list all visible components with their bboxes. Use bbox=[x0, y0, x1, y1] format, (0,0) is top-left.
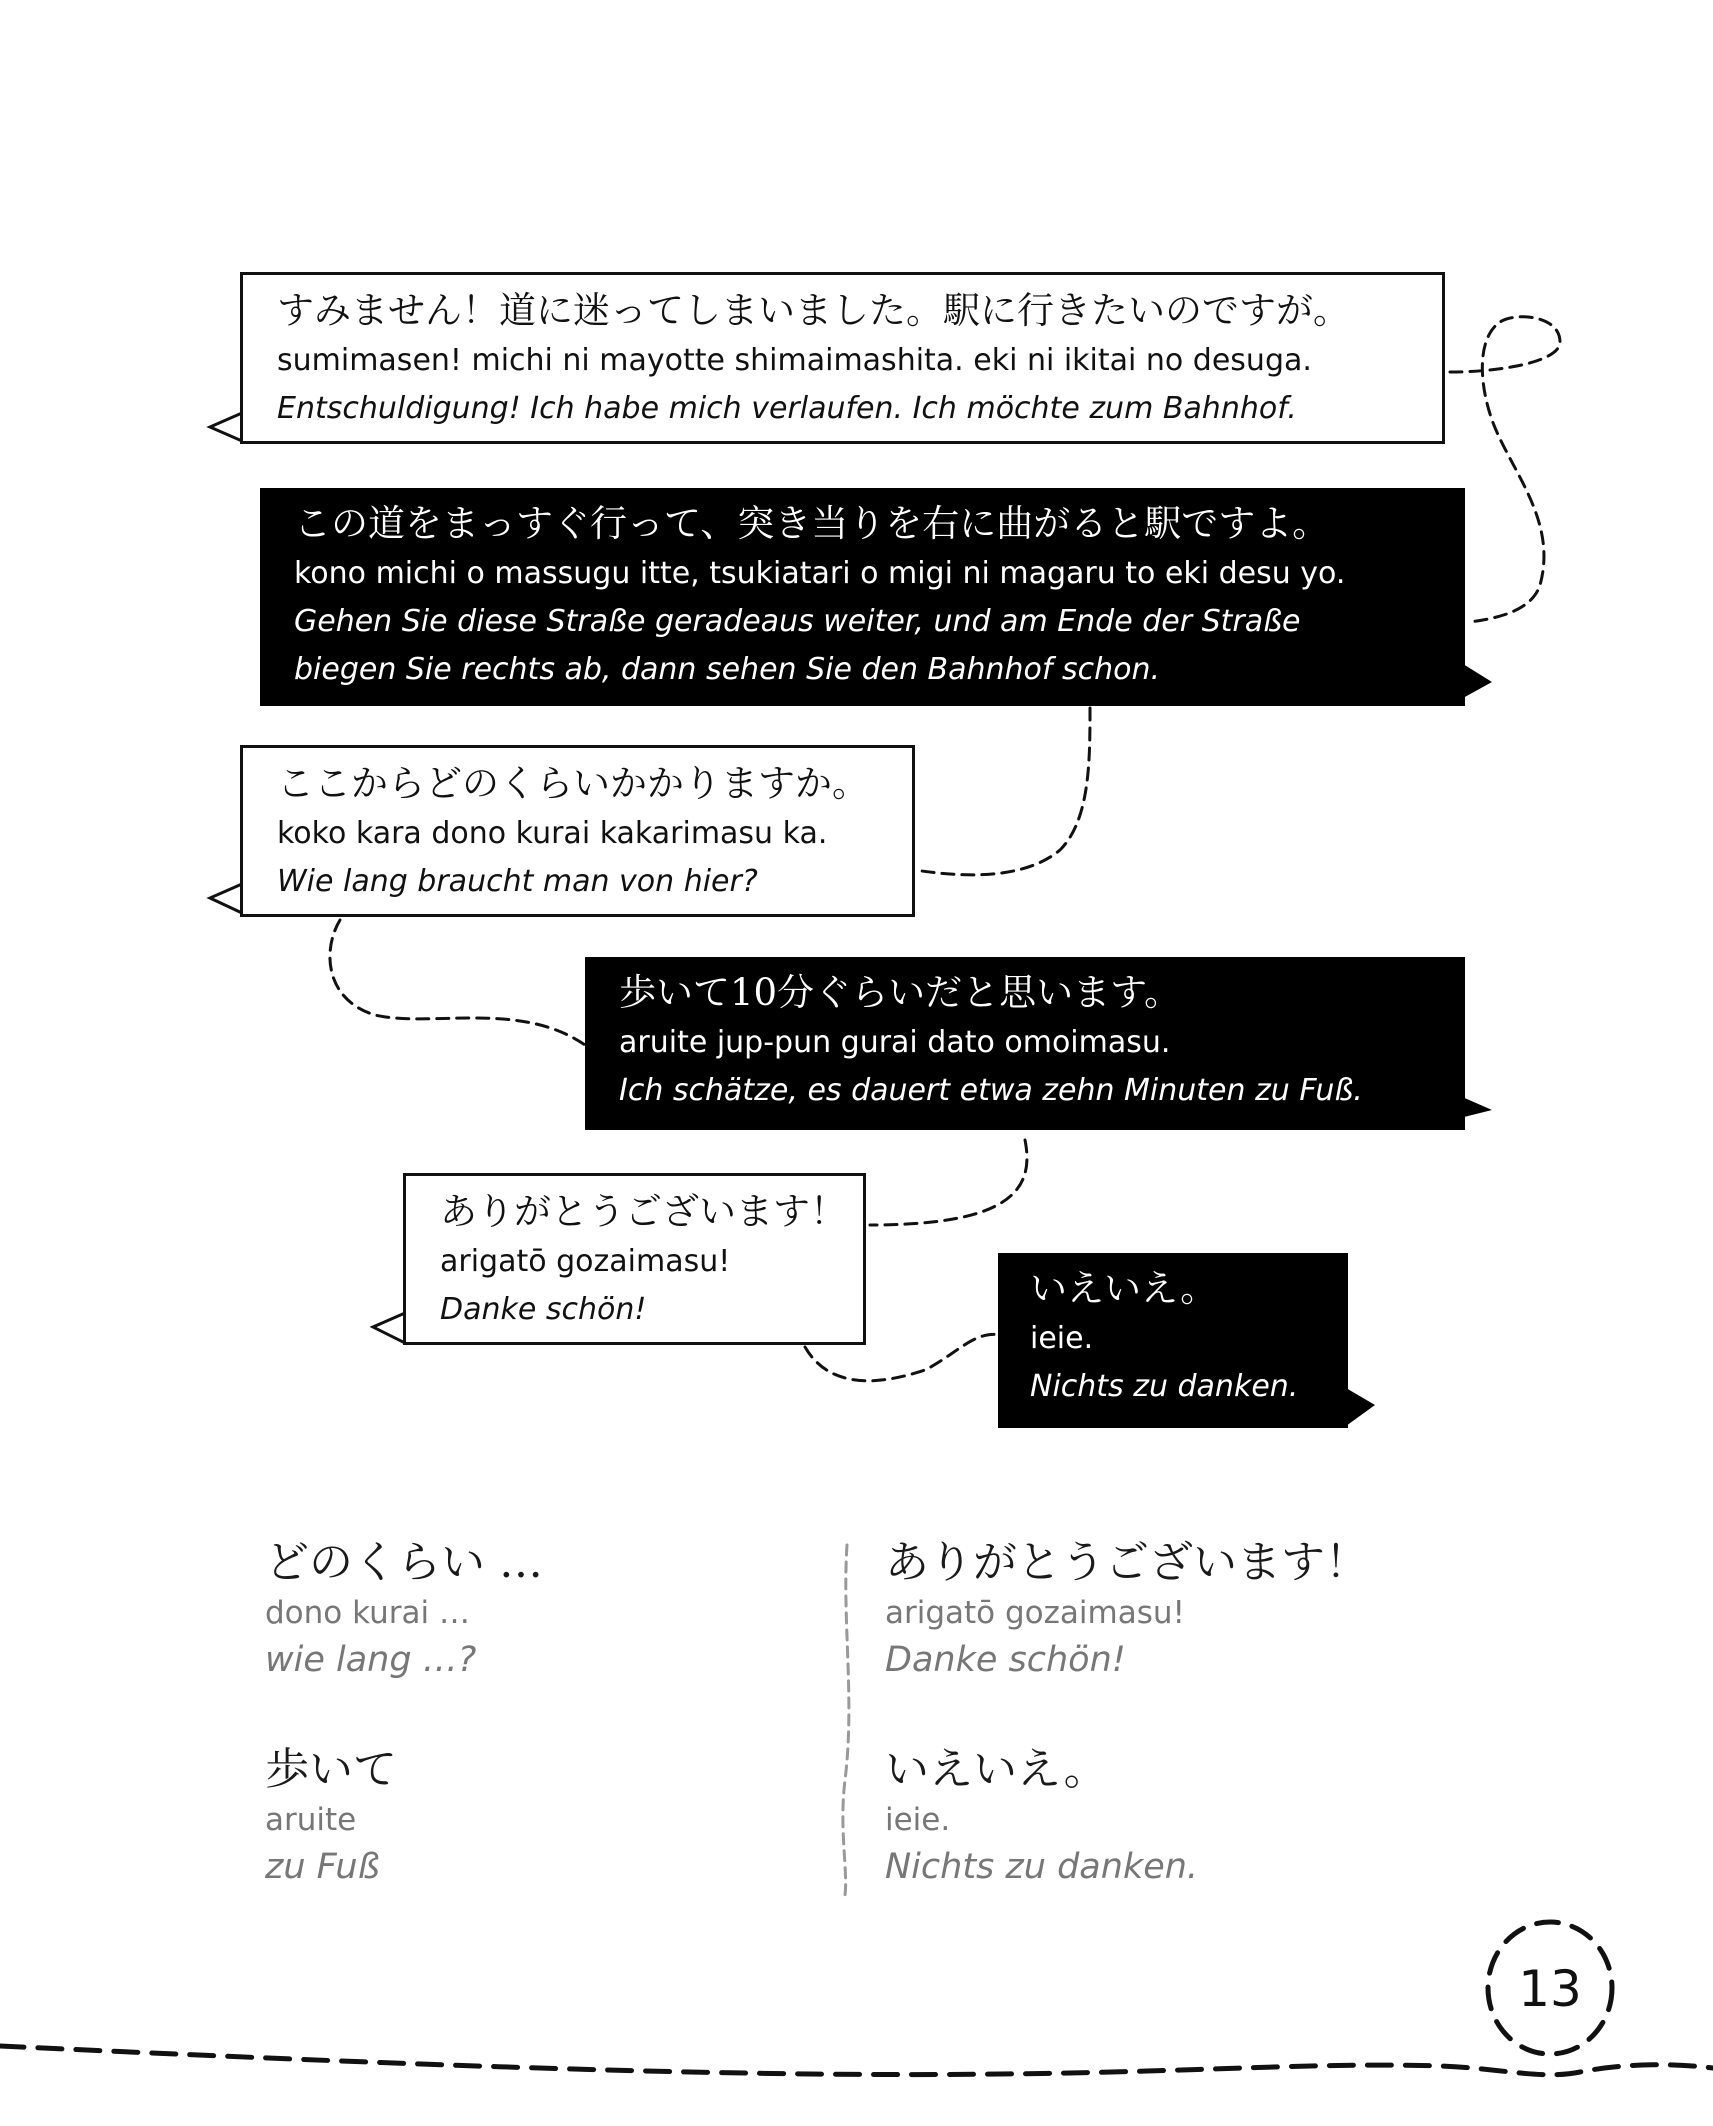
bubble-2-romaji: kono michi o massugu itte, tsukiatari o migi ni magaru to eki desu yo. bbox=[294, 556, 1346, 591]
vocab-romaji: aruite bbox=[265, 1802, 357, 1838]
bubble-1-tail bbox=[210, 413, 242, 441]
bubble-3-german: Wie lang braucht man von hier? bbox=[277, 864, 758, 899]
bubble-2-japanese: この道をまっすぐ行って、突き当りを右に曲がると駅ですよ。 bbox=[294, 502, 1330, 545]
vocab-german: Nichts zu danken. bbox=[885, 1847, 1199, 1887]
bubble-1-japanese: すみません！道に迷ってしまいました。駅に行きたいのですが。 bbox=[277, 289, 1350, 332]
bubble-5-japanese: ありがとうございます！ bbox=[440, 1190, 847, 1233]
speech-bubble-1 bbox=[240, 272, 1445, 444]
bubble-3-japanese: ここからどのくらいかかりますか。 bbox=[277, 762, 869, 805]
vocab-german: zu Fuß bbox=[265, 1847, 380, 1887]
vocab-entry-arigato bbox=[885, 1535, 1445, 1685]
vocab-japanese: ありがとうございます！ bbox=[885, 1537, 1369, 1588]
vocab-romaji: dono kurai … bbox=[265, 1595, 470, 1631]
vocab-japanese: どのくらい … bbox=[265, 1537, 543, 1588]
speech-bubble-6 bbox=[998, 1253, 1348, 1428]
bubble-4-romaji: aruite jup-pun gurai dato omoimasu. bbox=[619, 1025, 1171, 1060]
bubble-2-tail bbox=[1463, 664, 1492, 698]
speech-bubble-2 bbox=[260, 488, 1465, 706]
bubble-4-japanese: 歩いて10分ぐらいだと思います。 bbox=[619, 971, 1182, 1014]
page-number: 13 bbox=[1518, 1960, 1582, 2018]
bubble-5-tail bbox=[373, 1313, 405, 1343]
bubble-3-romaji: koko kara dono kurai kakarimasu ka. bbox=[277, 816, 828, 851]
bubble-5-german: Danke schön! bbox=[440, 1292, 647, 1327]
connector-3-4 bbox=[330, 920, 585, 1045]
bubble-5-romaji: arigatō gozaimasu! bbox=[440, 1244, 731, 1279]
vocab-romaji: ieie. bbox=[885, 1802, 951, 1838]
bubble-6-romaji: ieie. bbox=[1030, 1321, 1094, 1356]
vocab-entry-aruite bbox=[265, 1742, 825, 1892]
bubble-1-romaji: sumimasen! michi ni mayotte shimaimashita. eki ni ikitai no desuga. bbox=[277, 343, 1312, 378]
vocab-japanese: いえいえ。 bbox=[885, 1744, 1108, 1795]
vocab-entry-ieie bbox=[885, 1742, 1445, 1892]
bubble-2-german-line-2: biegen Sie rechts ab, dann sehen Sie den Bahnhof schon. bbox=[294, 652, 1161, 687]
speech-bubble-4 bbox=[585, 957, 1465, 1130]
vocab-entry-dono-kurai bbox=[265, 1535, 825, 1685]
connector-4-5 bbox=[870, 1140, 1027, 1225]
bottom-border bbox=[0, 2046, 1713, 2075]
bubble-1-german: Entschuldigung! Ich habe mich verlaufen. Ich möchte zum Bahnhof. bbox=[277, 391, 1297, 426]
vocab-japanese: 歩いて bbox=[265, 1744, 397, 1795]
vocab-romaji: arigatō gozaimasu! bbox=[885, 1595, 1185, 1631]
connector-1-2 bbox=[1450, 317, 1560, 622]
bubble-6-tail bbox=[1346, 1388, 1375, 1426]
speech-bubble-3 bbox=[240, 745, 915, 917]
vocab-german: wie lang …? bbox=[265, 1640, 477, 1680]
speech-bubble-5 bbox=[403, 1173, 866, 1345]
bubble-3-tail bbox=[210, 884, 242, 913]
bubble-4-german: Ich schätze, es dauert etwa zehn Minuten zu Fuß. bbox=[619, 1073, 1363, 1108]
connector-2-3 bbox=[915, 708, 1090, 875]
bubble-6-german: Nichts zu danken. bbox=[1030, 1369, 1299, 1404]
bubble-6-japanese: いえいえ。 bbox=[1030, 1267, 1218, 1310]
bubble-2-german-line-1: Gehen Sie diese Straße geradeaus weiter, und am Ende der Straße bbox=[294, 604, 1301, 639]
vocab-divider bbox=[843, 1545, 849, 1895]
vocab-german: Danke schön! bbox=[885, 1640, 1126, 1680]
